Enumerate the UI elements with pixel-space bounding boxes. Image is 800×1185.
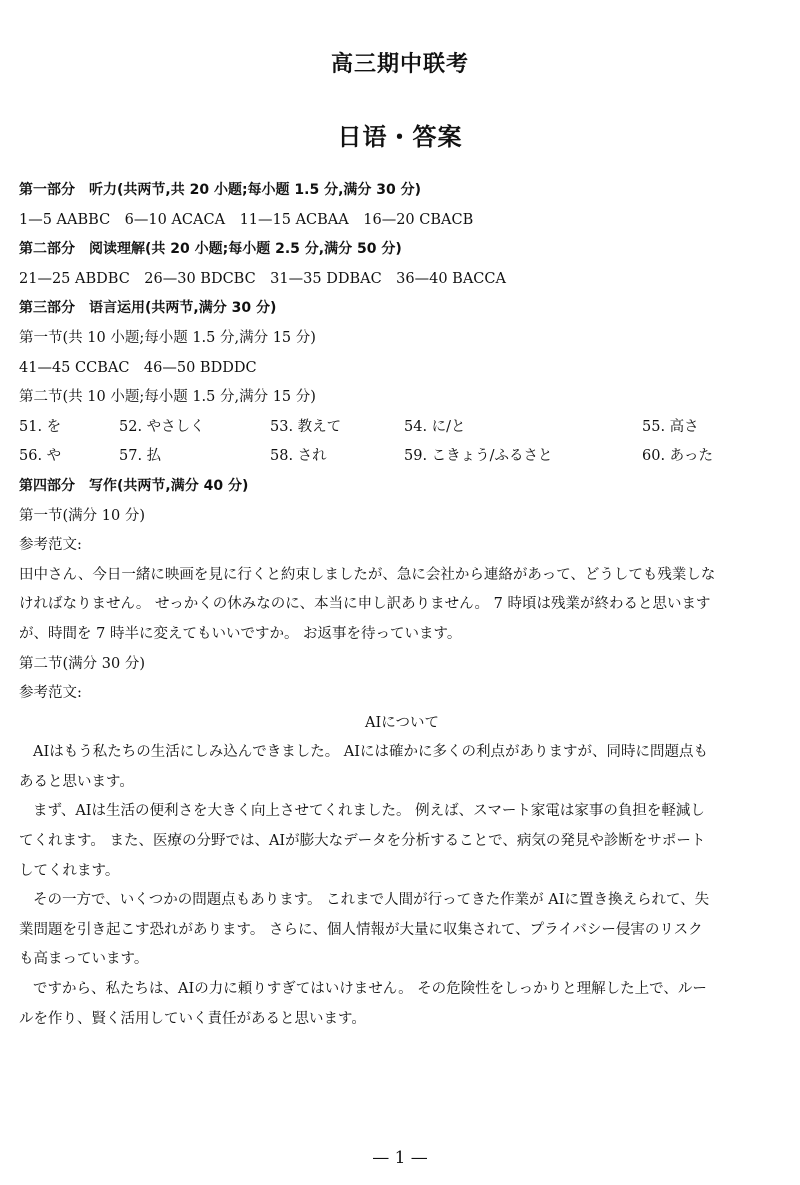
fill-answers-row-1	[19, 413, 785, 443]
answer-58: 58. され	[270, 448, 327, 465]
fill-answers-row-2	[19, 442, 785, 472]
essay-line: てくれます。 また、医療の分野では、AIが膨大なデータを分析することで、病気の発見や診断をサポート	[19, 833, 706, 850]
answer-57: 57. 払	[119, 448, 162, 465]
part3-heading: 第三部分 语言运用(共两节,满分 30 分)	[19, 300, 277, 317]
part3-section2-heading: 第二节(共 10 小题;每小题 1.5 分,满分 15 分)	[19, 389, 316, 406]
answer-56: 56. や	[19, 448, 62, 465]
essay-line: その一方で、いくつかの問題点もあります。 これまで人間が行ってきた作業が AIに置き換えられて、失	[33, 892, 710, 909]
essay-line: ルを作り、賢く活用していく責任があると思います。	[19, 1010, 366, 1027]
answer-52: 52. やさしく	[119, 418, 205, 435]
answer-53: 53. 教えて	[270, 418, 342, 435]
essay-line: 業問題を引き起こす恐れがあります。 さらに、個人情報が大量に収集されて、プライバシー侵害のリスク	[19, 921, 703, 938]
essay-line: も高まっています。	[19, 951, 149, 968]
answer-60: 60. あった	[642, 448, 714, 465]
part4-section2-heading: 第二节(满分 30 分)	[19, 655, 145, 672]
sample-label-2: 参考范文:	[19, 685, 82, 702]
sample1-line: が、時間を 7 時半に変えてもいいですか。 お返事を待っています。	[19, 625, 462, 642]
answer-54: 54. に/と	[404, 418, 466, 435]
page-number: — 1 —	[372, 1148, 428, 1168]
answer-content	[19, 176, 785, 1034]
part1-answers: 1—5 AABBC 6—10 ACACA 11—15 ACBAA 16—20 CBACB	[19, 211, 474, 228]
page-subtitle: 日语・答案	[337, 123, 463, 151]
sample1-line: ければなりません。 せっかくの休みなのに、本当に申し訳ありません。 7 時頃は残業が終わると思います	[19, 596, 711, 613]
page-title: 高三期中联考	[330, 52, 469, 77]
part2-heading: 第二部分 阅读理解(共 20 小题;每小题 2.5 分,满分 50 分)	[19, 241, 402, 258]
part4-heading: 第四部分 写作(共两节,满分 40 分)	[19, 477, 249, 494]
essay-line: ですから、私たちは、AIの力に頼りすぎてはいけません。 その危険性をしっかりと理解した上で、ルー	[33, 981, 707, 998]
essay-line: AIはもう私たちの生活にしみ込んできました。 AIには確かに多くの利点がありますが、同時に問題点も	[33, 744, 709, 761]
essay-line: してくれます。	[19, 862, 120, 879]
answer-51: 51. を	[19, 418, 62, 435]
part4-section1-heading: 第一节(满分 10 分)	[19, 507, 145, 524]
part3-section1-heading: 第一节(共 10 小题;每小题 1.5 分,满分 15 分)	[19, 329, 316, 346]
essay-line: あると思います。	[19, 773, 134, 790]
essay-line: まず、AIは生活の便利さを大きく向上させてくれました。 例えば、スマート家電は家事の負担を軽減し	[33, 803, 705, 820]
part2-answers: 21—25 ABDBC 26—30 BDCBC 31—35 DDBAC 36—40 BACCA	[19, 270, 506, 287]
part3-section1-answers: 41—45 CCBAC 46—50 BDDDC	[19, 359, 257, 376]
essay-title: AIについて	[365, 714, 439, 731]
part1-heading: 第一部分 听力(共两节,共 20 小题;每小题 1.5 分,满分 30 分)	[19, 182, 422, 198]
answer-59: 59. こきょう/ふるさと	[404, 448, 553, 465]
sample1-line: 田中さん、今日一緒に映画を見に行くと約束しましたが、急に会社から連絡があって、どうしても残業しな	[19, 566, 716, 583]
sample-label-1: 参考范文:	[19, 537, 82, 554]
answer-55: 55. 高さ	[642, 418, 699, 435]
